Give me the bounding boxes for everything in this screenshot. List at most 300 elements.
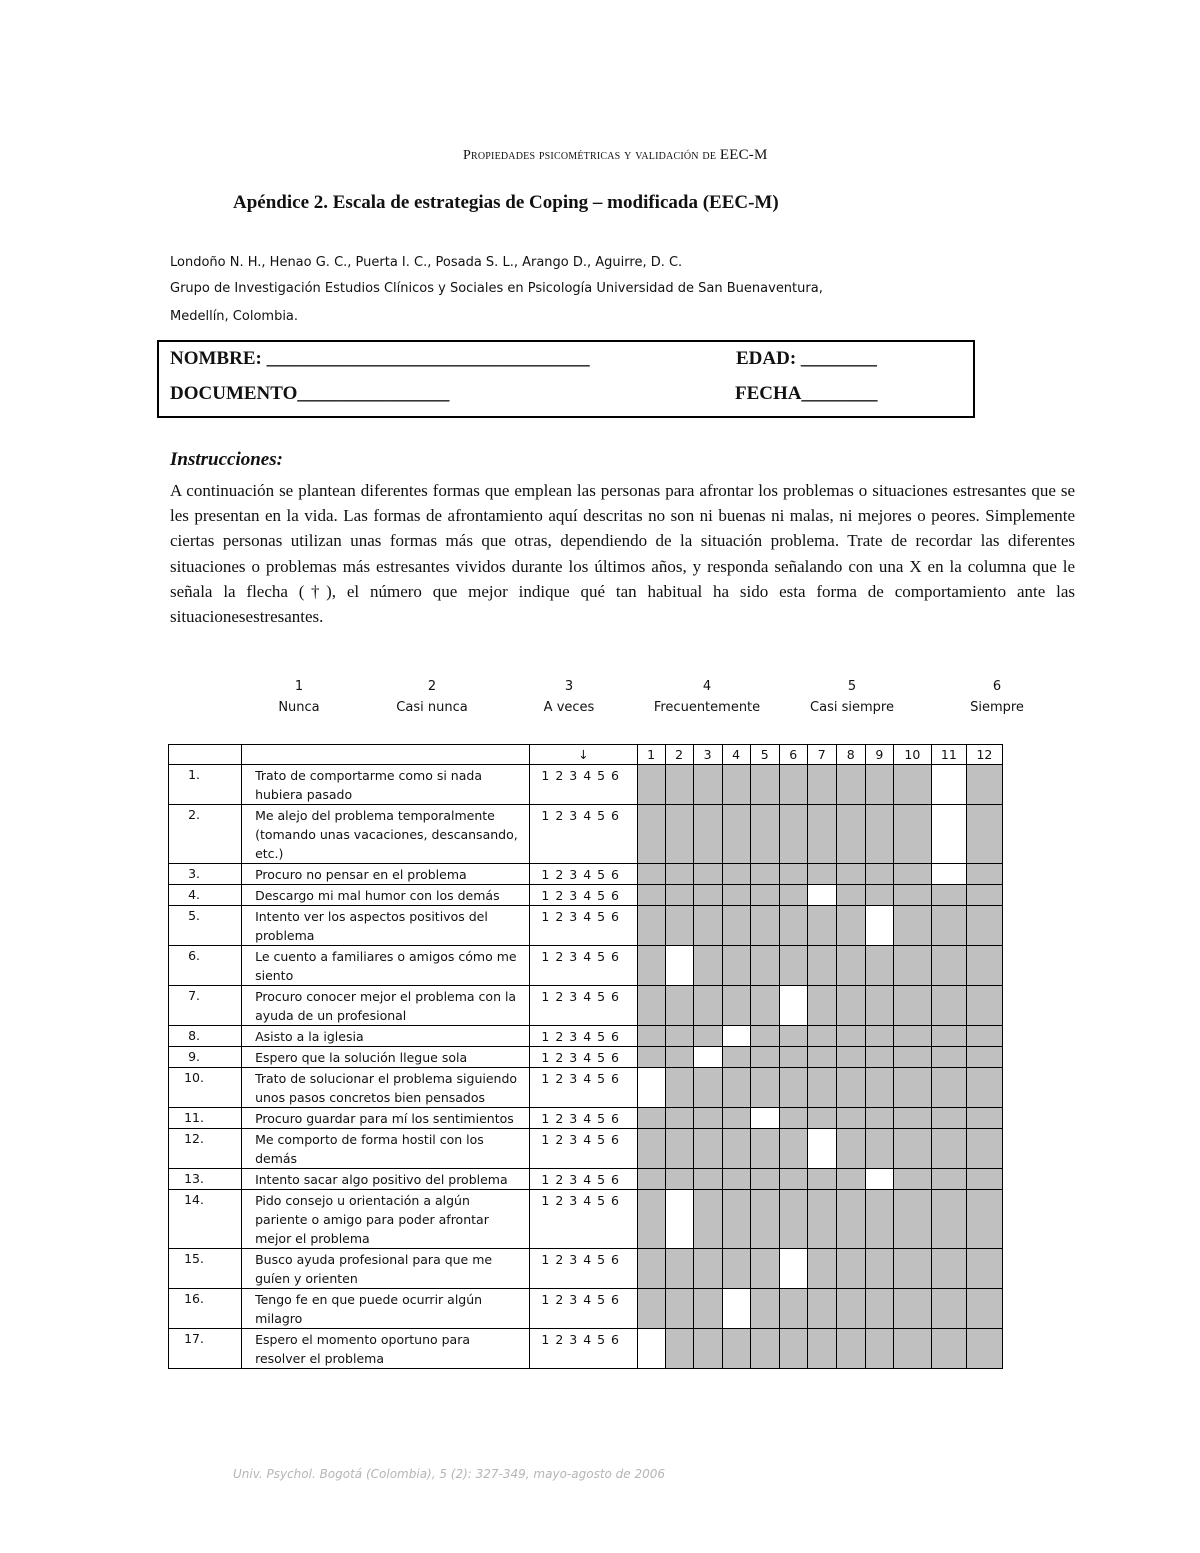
shaded-cell bbox=[865, 1129, 893, 1169]
answer-cell[interactable] bbox=[779, 1249, 807, 1289]
shaded-cell bbox=[693, 1190, 722, 1249]
answer-cell[interactable] bbox=[665, 1190, 693, 1249]
shaded-cell bbox=[865, 1108, 893, 1129]
shaded-cell bbox=[966, 1329, 1002, 1369]
shaded-cell bbox=[893, 906, 931, 946]
shaded-cell bbox=[966, 1026, 1002, 1047]
response-options[interactable]: 1 2 3 4 5 6 bbox=[530, 864, 637, 885]
scale-label: Casi nunca bbox=[396, 700, 468, 715]
response-options[interactable]: 1 2 3 4 5 6 bbox=[530, 1169, 637, 1190]
shaded-cell bbox=[966, 765, 1002, 805]
scale-number: 2 bbox=[427, 679, 437, 694]
shaded-cell bbox=[931, 1289, 966, 1329]
answer-cell[interactable] bbox=[637, 1329, 665, 1369]
shaded-cell bbox=[893, 805, 931, 864]
scale-number: 4 bbox=[702, 679, 712, 694]
shaded-cell bbox=[893, 1047, 931, 1068]
shaded-cell bbox=[722, 1068, 750, 1108]
shaded-cell bbox=[966, 1129, 1002, 1169]
shaded-cell bbox=[931, 1026, 966, 1047]
item-text: Trato de solucionar el problema siguiendo unos pasos concretos bien pensados bbox=[242, 1068, 530, 1108]
shaded-cell bbox=[750, 906, 779, 946]
response-options[interactable]: 1 2 3 4 5 6 bbox=[530, 1047, 637, 1068]
table-row bbox=[169, 805, 1003, 864]
journal-footer: Univ. Psychol. Bogotá (Colombia), 5 (2): 327-349, mayo-agosto de 2006 bbox=[233, 1467, 666, 1481]
scale-option bbox=[362, 676, 502, 718]
shaded-cell bbox=[693, 1026, 722, 1047]
shaded-cell bbox=[722, 805, 750, 864]
item-number: 7. bbox=[169, 986, 242, 1026]
answer-cell[interactable] bbox=[931, 805, 966, 864]
shaded-cell bbox=[865, 864, 893, 885]
shaded-cell bbox=[665, 864, 693, 885]
shaded-cell bbox=[779, 1169, 807, 1190]
shaded-cell bbox=[722, 906, 750, 946]
shaded-cell bbox=[665, 1026, 693, 1047]
item-text: Trato de comportarme como si nada hubiera pasado bbox=[242, 765, 530, 805]
shaded-cell bbox=[637, 1108, 665, 1129]
shaded-cell bbox=[693, 1289, 722, 1329]
shaded-cell bbox=[807, 1289, 836, 1329]
appendix-title: Apéndice 2. Escala de estrategias de Coping – modificada (EEC-M) bbox=[233, 192, 779, 213]
item-number: 14. bbox=[169, 1190, 242, 1249]
item-number: 6. bbox=[169, 946, 242, 986]
shaded-cell bbox=[722, 1190, 750, 1249]
scale-label: Siempre bbox=[970, 700, 1024, 715]
shaded-cell bbox=[836, 1047, 865, 1068]
response-options[interactable]: 1 2 3 4 5 6 bbox=[530, 1068, 637, 1108]
shaded-cell bbox=[893, 1068, 931, 1108]
scale-label: A veces bbox=[543, 700, 595, 715]
shaded-cell bbox=[637, 946, 665, 986]
shaded-cell bbox=[836, 805, 865, 864]
shaded-cell bbox=[779, 805, 807, 864]
shaded-cell bbox=[779, 1129, 807, 1169]
shaded-cell bbox=[665, 1108, 693, 1129]
shaded-cell bbox=[750, 1190, 779, 1249]
shaded-cell bbox=[779, 1068, 807, 1108]
answer-cell[interactable] bbox=[807, 1129, 836, 1169]
scale-option bbox=[637, 676, 777, 718]
item-number: 17. bbox=[169, 1329, 242, 1369]
answer-cell[interactable] bbox=[931, 864, 966, 885]
shaded-cell bbox=[807, 1068, 836, 1108]
shaded-cell bbox=[931, 1329, 966, 1369]
shaded-cell bbox=[807, 1329, 836, 1369]
item-text: Procuro guardar para mí los sentimientos bbox=[242, 1108, 530, 1129]
shaded-cell bbox=[836, 1289, 865, 1329]
table-row bbox=[169, 1068, 1003, 1108]
shaded-cell bbox=[836, 864, 865, 885]
shaded-cell bbox=[807, 1108, 836, 1129]
shaded-cell bbox=[893, 1329, 931, 1369]
item-text: Me comporto de forma hostil con los demás bbox=[242, 1129, 530, 1169]
answer-cell[interactable] bbox=[722, 1289, 750, 1329]
authors-line: Londoño N. H., Henao G. C., Puerta I. C., Posada S. L., Arango D., Aguirre, D. C. bbox=[170, 255, 683, 270]
shaded-cell bbox=[865, 765, 893, 805]
answer-cell[interactable] bbox=[865, 906, 893, 946]
shaded-cell bbox=[807, 1047, 836, 1068]
shaded-cell bbox=[836, 885, 865, 906]
table-row bbox=[169, 1249, 1003, 1289]
shaded-cell bbox=[865, 1047, 893, 1068]
item-number: 10. bbox=[169, 1068, 242, 1108]
shaded-cell bbox=[836, 1129, 865, 1169]
shaded-cell bbox=[693, 946, 722, 986]
shaded-cell bbox=[893, 1289, 931, 1329]
shaded-cell bbox=[750, 986, 779, 1026]
shaded-cell bbox=[931, 1190, 966, 1249]
response-options[interactable]: 1 2 3 4 5 6 bbox=[530, 1108, 637, 1129]
shaded-cell bbox=[807, 946, 836, 986]
shaded-cell bbox=[807, 1169, 836, 1190]
column-header: 8 bbox=[836, 745, 865, 765]
shaded-cell bbox=[893, 986, 931, 1026]
column-header: 12 bbox=[966, 745, 1002, 765]
table-row bbox=[169, 1129, 1003, 1169]
table-row bbox=[169, 1329, 1003, 1369]
shaded-cell bbox=[865, 1068, 893, 1108]
shaded-cell bbox=[865, 1249, 893, 1289]
column-header: 9 bbox=[865, 745, 893, 765]
item-text: Espero el momento oportuno para resolver el problema bbox=[242, 1329, 530, 1369]
shaded-cell bbox=[750, 1249, 779, 1289]
shaded-cell bbox=[836, 986, 865, 1026]
table-row bbox=[169, 1169, 1003, 1190]
shaded-cell bbox=[931, 1249, 966, 1289]
date-field[interactable]: FECHA________ bbox=[735, 383, 878, 404]
shaded-cell bbox=[893, 1169, 931, 1190]
shaded-cell bbox=[931, 885, 966, 906]
shaded-cell bbox=[807, 1190, 836, 1249]
response-options[interactable]: 1 2 3 4 5 6 bbox=[530, 906, 637, 946]
shaded-cell bbox=[865, 1026, 893, 1047]
shaded-cell bbox=[931, 986, 966, 1026]
instructions-heading: Instrucciones: bbox=[170, 449, 283, 470]
shaded-cell bbox=[931, 1108, 966, 1129]
shaded-cell bbox=[966, 906, 1002, 946]
shaded-cell bbox=[836, 1190, 865, 1249]
response-options[interactable]: 1 2 3 4 5 6 bbox=[530, 1289, 637, 1329]
shaded-cell bbox=[807, 1026, 836, 1047]
column-header: 1 bbox=[637, 745, 665, 765]
shaded-cell bbox=[665, 765, 693, 805]
item-text: Busco ayuda profesional para que me guíen y orienten bbox=[242, 1249, 530, 1289]
column-header: 6 bbox=[779, 745, 807, 765]
response-options[interactable]: 1 2 3 4 5 6 bbox=[530, 1190, 637, 1249]
item-number: 1. bbox=[169, 765, 242, 805]
affiliation-line: Grupo de Investigación Estudios Clínicos y Sociales en Psicología Universidad de San Buenaventura, bbox=[170, 281, 823, 296]
shaded-cell bbox=[931, 906, 966, 946]
shaded-cell bbox=[779, 864, 807, 885]
column-header: 7 bbox=[807, 745, 836, 765]
shaded-cell bbox=[893, 885, 931, 906]
item-text: Intento sacar algo positivo del problema bbox=[242, 1169, 530, 1190]
shaded-cell bbox=[693, 1249, 722, 1289]
table-row bbox=[169, 1026, 1003, 1047]
answer-cell[interactable] bbox=[722, 1026, 750, 1047]
shaded-cell bbox=[750, 765, 779, 805]
location-line: Medellín, Colombia. bbox=[170, 309, 299, 324]
shaded-cell bbox=[637, 805, 665, 864]
shaded-cell bbox=[693, 765, 722, 805]
shaded-cell bbox=[637, 1047, 665, 1068]
scale-number: 3 bbox=[564, 679, 574, 694]
shaded-cell bbox=[836, 765, 865, 805]
shaded-cell bbox=[779, 906, 807, 946]
item-text: Pido consejo u orientación a algún pariente o amigo para poder afrontar mejor el problema bbox=[242, 1190, 530, 1249]
shaded-cell bbox=[637, 1289, 665, 1329]
shaded-cell bbox=[693, 805, 722, 864]
shaded-cell bbox=[966, 1047, 1002, 1068]
item-number: 9. bbox=[169, 1047, 242, 1068]
shaded-cell bbox=[637, 765, 665, 805]
shaded-cell bbox=[779, 1047, 807, 1068]
shaded-cell bbox=[637, 864, 665, 885]
shaded-cell bbox=[836, 1108, 865, 1129]
shaded-cell bbox=[750, 885, 779, 906]
scale-number: 5 bbox=[847, 679, 857, 694]
shaded-cell bbox=[722, 885, 750, 906]
shaded-cell bbox=[750, 946, 779, 986]
shaded-cell bbox=[637, 906, 665, 946]
shaded-cell bbox=[779, 1190, 807, 1249]
shaded-cell bbox=[966, 946, 1002, 986]
shaded-cell bbox=[807, 1249, 836, 1289]
shaded-cell bbox=[750, 805, 779, 864]
scale-number: 6 bbox=[992, 679, 1002, 694]
shaded-cell bbox=[779, 765, 807, 805]
shaded-cell bbox=[637, 986, 665, 1026]
shaded-cell bbox=[693, 864, 722, 885]
column-header: 5 bbox=[750, 745, 779, 765]
shaded-cell bbox=[722, 864, 750, 885]
shaded-cell bbox=[665, 885, 693, 906]
shaded-cell bbox=[665, 805, 693, 864]
shaded-cell bbox=[665, 986, 693, 1026]
shaded-cell bbox=[836, 1169, 865, 1190]
item-number: 5. bbox=[169, 906, 242, 946]
shaded-cell bbox=[966, 864, 1002, 885]
response-options[interactable]: 1 2 3 4 5 6 bbox=[530, 1129, 637, 1169]
shaded-cell bbox=[836, 1068, 865, 1108]
shaded-cell bbox=[836, 1249, 865, 1289]
shaded-cell bbox=[966, 805, 1002, 864]
shaded-cell bbox=[722, 1329, 750, 1369]
header-blank-cell bbox=[169, 745, 242, 765]
shaded-cell bbox=[722, 1169, 750, 1190]
shaded-cell bbox=[637, 1129, 665, 1169]
item-number: 15. bbox=[169, 1249, 242, 1289]
answer-cell[interactable] bbox=[693, 1047, 722, 1068]
item-text: Espero que la solución llegue sola bbox=[242, 1047, 530, 1068]
shaded-cell bbox=[693, 906, 722, 946]
table-row bbox=[169, 1190, 1003, 1249]
response-options[interactable]: 1 2 3 4 5 6 bbox=[530, 946, 637, 986]
item-text: Descargo mi mal humor con los demás bbox=[242, 885, 530, 906]
name-field[interactable]: NOMBRE: __________________________________ bbox=[170, 348, 590, 369]
table-row bbox=[169, 864, 1003, 885]
shaded-cell bbox=[750, 1329, 779, 1369]
document-field[interactable]: DOCUMENTO________________ bbox=[170, 383, 450, 404]
shaded-cell bbox=[931, 946, 966, 986]
shaded-cell bbox=[750, 1026, 779, 1047]
shaded-cell bbox=[750, 1047, 779, 1068]
arrow-down-icon: ↓ bbox=[530, 745, 637, 765]
column-header: 11 bbox=[931, 745, 966, 765]
shaded-cell bbox=[931, 1129, 966, 1169]
coping-scale-table bbox=[168, 744, 1003, 1369]
column-header: 2 bbox=[665, 745, 693, 765]
shaded-cell bbox=[722, 986, 750, 1026]
item-number: 3. bbox=[169, 864, 242, 885]
running-head-suffix: EEC-M bbox=[719, 147, 768, 163]
scale-option bbox=[499, 676, 639, 718]
shaded-cell bbox=[836, 946, 865, 986]
shaded-cell bbox=[931, 1169, 966, 1190]
shaded-cell bbox=[693, 1329, 722, 1369]
scale-option bbox=[927, 676, 1067, 718]
shaded-cell bbox=[722, 765, 750, 805]
shaded-cell bbox=[836, 1329, 865, 1369]
table-row bbox=[169, 885, 1003, 906]
shaded-cell bbox=[865, 946, 893, 986]
table-header-row bbox=[169, 745, 1003, 765]
answer-cell[interactable] bbox=[807, 885, 836, 906]
item-text: Asisto a la iglesia bbox=[242, 1026, 530, 1047]
shaded-cell bbox=[693, 885, 722, 906]
table-row bbox=[169, 946, 1003, 986]
answer-cell[interactable] bbox=[931, 765, 966, 805]
response-options[interactable]: 1 2 3 4 5 6 bbox=[530, 765, 637, 805]
response-options[interactable]: 1 2 3 4 5 6 bbox=[530, 805, 637, 864]
shaded-cell bbox=[807, 986, 836, 1026]
item-text: Procuro conocer mejor el problema con la ayuda de un profesional bbox=[242, 986, 530, 1026]
shaded-cell bbox=[966, 1289, 1002, 1329]
shaded-cell bbox=[966, 1249, 1002, 1289]
shaded-cell bbox=[807, 805, 836, 864]
shaded-cell bbox=[665, 1249, 693, 1289]
shaded-cell bbox=[893, 1249, 931, 1289]
answer-cell[interactable] bbox=[637, 1068, 665, 1108]
shaded-cell bbox=[779, 1329, 807, 1369]
shaded-cell bbox=[693, 986, 722, 1026]
response-options[interactable]: 1 2 3 4 5 6 bbox=[530, 1026, 637, 1047]
answer-cell[interactable] bbox=[750, 1108, 779, 1129]
shaded-cell bbox=[893, 1129, 931, 1169]
shaded-cell bbox=[779, 885, 807, 906]
shaded-cell bbox=[893, 765, 931, 805]
table-row bbox=[169, 906, 1003, 946]
table-row bbox=[169, 1108, 1003, 1129]
answer-cell[interactable] bbox=[779, 986, 807, 1026]
shaded-cell bbox=[807, 906, 836, 946]
shaded-cell bbox=[779, 946, 807, 986]
shaded-cell bbox=[665, 1289, 693, 1329]
shaded-cell bbox=[893, 864, 931, 885]
table-row bbox=[169, 1289, 1003, 1329]
shaded-cell bbox=[665, 1068, 693, 1108]
answer-cell[interactable] bbox=[865, 1169, 893, 1190]
shaded-cell bbox=[722, 946, 750, 986]
shaded-cell bbox=[637, 1249, 665, 1289]
item-text: Me alejo del problema temporalmente (tomando unas vacaciones, descansando, etc.) bbox=[242, 805, 530, 864]
item-number: 8. bbox=[169, 1026, 242, 1047]
shaded-cell bbox=[779, 1026, 807, 1047]
response-options[interactable]: 1 2 3 4 5 6 bbox=[530, 1249, 637, 1289]
answer-cell[interactable] bbox=[665, 946, 693, 986]
shaded-cell bbox=[665, 1129, 693, 1169]
scale-number: 1 bbox=[294, 679, 304, 694]
shaded-cell bbox=[865, 1289, 893, 1329]
shaded-cell bbox=[865, 1329, 893, 1369]
item-number: 16. bbox=[169, 1289, 242, 1329]
shaded-cell bbox=[865, 805, 893, 864]
shaded-cell bbox=[966, 1169, 1002, 1190]
shaded-cell bbox=[722, 1129, 750, 1169]
shaded-cell bbox=[893, 1190, 931, 1249]
shaded-cell bbox=[966, 1190, 1002, 1249]
shaded-cell bbox=[865, 885, 893, 906]
shaded-cell bbox=[693, 1169, 722, 1190]
shaded-cell bbox=[722, 1047, 750, 1068]
age-field[interactable]: EDAD: ________ bbox=[736, 348, 877, 369]
item-number: 2. bbox=[169, 805, 242, 864]
scale-option bbox=[229, 676, 369, 718]
shaded-cell bbox=[893, 1026, 931, 1047]
item-text: Procuro no pensar en el problema bbox=[242, 864, 530, 885]
shaded-cell bbox=[693, 1068, 722, 1108]
shaded-cell bbox=[750, 1129, 779, 1169]
shaded-cell bbox=[665, 906, 693, 946]
item-number: 12. bbox=[169, 1129, 242, 1169]
item-text: Tengo fe en que puede ocurrir algún milagro bbox=[242, 1289, 530, 1329]
shaded-cell bbox=[722, 1108, 750, 1129]
item-text: Le cuento a familiares o amigos cómo me siento bbox=[242, 946, 530, 986]
response-options[interactable]: 1 2 3 4 5 6 bbox=[530, 986, 637, 1026]
scale-label: Nunca bbox=[278, 700, 320, 715]
shaded-cell bbox=[750, 1169, 779, 1190]
response-options[interactable]: 1 2 3 4 5 6 bbox=[530, 1329, 637, 1369]
shaded-cell bbox=[807, 864, 836, 885]
shaded-cell bbox=[693, 1129, 722, 1169]
response-options[interactable]: 1 2 3 4 5 6 bbox=[530, 885, 637, 906]
scale-label: Casi siempre bbox=[810, 700, 894, 715]
shaded-cell bbox=[807, 765, 836, 805]
table-row bbox=[169, 1047, 1003, 1068]
shaded-cell bbox=[893, 946, 931, 986]
shaded-cell bbox=[865, 986, 893, 1026]
shaded-cell bbox=[893, 1108, 931, 1129]
shaded-cell bbox=[836, 1026, 865, 1047]
table-row bbox=[169, 986, 1003, 1026]
shaded-cell bbox=[722, 1249, 750, 1289]
shaded-cell bbox=[966, 885, 1002, 906]
shaded-cell bbox=[865, 1190, 893, 1249]
shaded-cell bbox=[966, 1068, 1002, 1108]
shaded-cell bbox=[637, 885, 665, 906]
shaded-cell bbox=[966, 986, 1002, 1026]
column-header: 4 bbox=[722, 745, 750, 765]
shaded-cell bbox=[665, 1047, 693, 1068]
running-head-prefix: Propiedades psicométricas y validación de bbox=[463, 148, 720, 163]
shaded-cell bbox=[665, 1169, 693, 1190]
shaded-cell bbox=[779, 1108, 807, 1129]
shaded-cell bbox=[836, 906, 865, 946]
shaded-cell bbox=[966, 1108, 1002, 1129]
shaded-cell bbox=[665, 1329, 693, 1369]
instructions-body: A continuación se plantean diferentes formas que emplean las personas para afrontar los problemas o situaciones estresantes que se les presentan en la vida. Las formas de afrontamiento aquí descritas no son ni buenas ni malas, ni mejores o peores. Simplemente ciertas personas utilizan unas formas más que otras, dependiendo de la situación problema. Trate de recordar las diferentes situaciones o problemas más estresantes vividos durante los últimos años, y responda señalando con una X en la columna que le señala la flecha (†), el número que mejor indique qué tan habitual ha sido esta forma de comportamiento ante las situacionesestresantes. bbox=[170, 481, 1075, 627]
